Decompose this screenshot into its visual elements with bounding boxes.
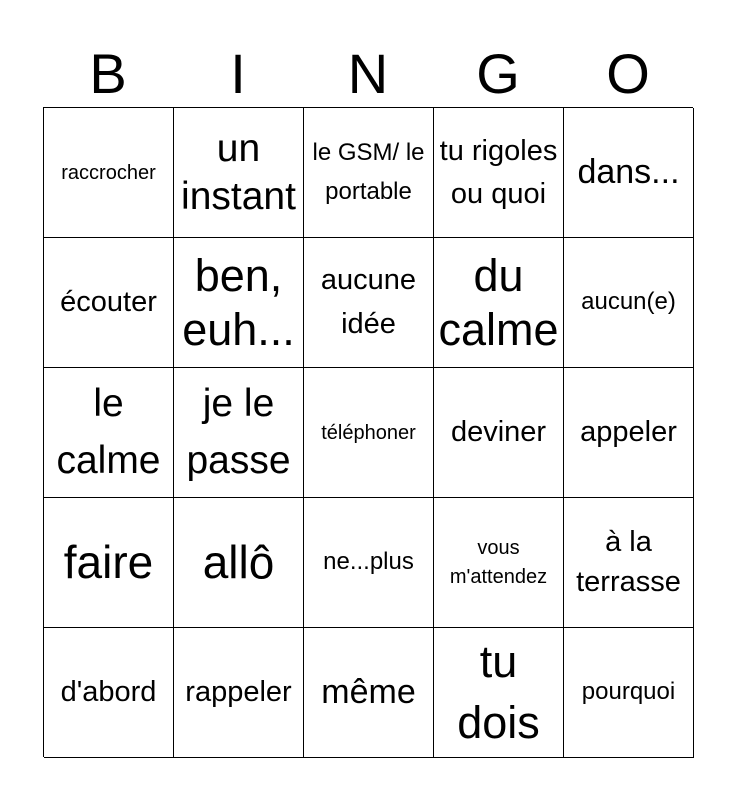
cell-label: le calme: [56, 381, 161, 482]
bingo-cell-r5-c2[interactable]: [174, 628, 304, 758]
bingo-cell-r4-c2[interactable]: [174, 498, 304, 628]
header-letter-i: I: [230, 42, 246, 105]
bingo-cell-r1-c3[interactable]: [304, 108, 434, 238]
cell-label: ben, euh...: [182, 250, 295, 355]
cell-label: tu rigoles ou quoi: [439, 135, 558, 210]
cell-label: un instant: [181, 126, 296, 218]
bingo-cell-r4-c1[interactable]: [44, 498, 174, 628]
bingo-cell-r5-c5[interactable]: [564, 628, 694, 758]
bingo-cell-r5-c1[interactable]: [44, 628, 174, 758]
cell-label: le GSM/ le portable: [312, 139, 425, 205]
cell-label: aucun(e): [581, 288, 676, 316]
bingo-cell-r4-c3[interactable]: [304, 498, 434, 628]
cell-label: pourquoi: [581, 678, 676, 706]
cell-label: même: [321, 672, 416, 711]
bingo-cell-r1-c2[interactable]: [174, 108, 304, 238]
cell-label: écouter: [60, 286, 157, 319]
header-letter-o: O: [606, 42, 650, 105]
cell-label: du calme: [438, 249, 559, 355]
bingo-cell-r1-c5[interactable]: [564, 108, 694, 238]
bingo-cell-r2-c1[interactable]: [44, 238, 174, 368]
bingo-cell-r3-c4[interactable]: [434, 368, 564, 498]
bingo-cell-r2-c3[interactable]: [304, 238, 434, 368]
bingo-cell-r2-c4[interactable]: [434, 238, 564, 368]
bingo-cell-r2-c5[interactable]: [564, 238, 694, 368]
bingo-cell-r2-c2[interactable]: [174, 238, 304, 368]
bingo-cell-r3-c2[interactable]: [174, 368, 304, 498]
bingo-grid: [43, 107, 693, 757]
bingo-cell-r4-c4[interactable]: [434, 498, 564, 628]
bingo-cell-r5-c3[interactable]: [304, 628, 434, 758]
cell-label: d'abord: [60, 676, 157, 709]
bingo-cell-r1-c1[interactable]: [44, 108, 174, 238]
bingo-cell-r5-c4[interactable]: [434, 628, 564, 758]
cell-label: à la terrasse: [576, 526, 681, 598]
bingo-cell-r3-c3[interactable]: [304, 368, 434, 498]
header-letter-n: N: [347, 42, 389, 105]
cell-label: ne...plus: [323, 548, 414, 576]
cell-label: appeler: [580, 416, 677, 449]
bingo-cell-r1-c4[interactable]: [434, 108, 564, 238]
bingo-cell-r3-c1[interactable]: [44, 368, 174, 498]
cell-label: deviner: [450, 416, 547, 449]
cell-label: dans...: [577, 152, 680, 191]
bingo-cell-r3-c5[interactable]: [564, 368, 694, 498]
cell-label: téléphoner: [321, 421, 416, 444]
cell-label: rappeler: [185, 676, 292, 709]
cell-label: je le passe: [186, 381, 291, 482]
bingo-header: [43, 42, 693, 106]
cell-label: faire: [63, 535, 154, 588]
cell-label: vous m'attendez: [449, 536, 548, 588]
cell-label: allô: [202, 535, 275, 588]
header-letter-b: B: [89, 42, 127, 105]
cell-label: tu dois: [457, 635, 540, 748]
bingo-cell-r4-c5[interactable]: [564, 498, 694, 628]
cell-label: raccrocher: [61, 161, 156, 184]
cell-label: aucune idée: [320, 264, 417, 340]
header-letter-g: G: [476, 42, 520, 105]
